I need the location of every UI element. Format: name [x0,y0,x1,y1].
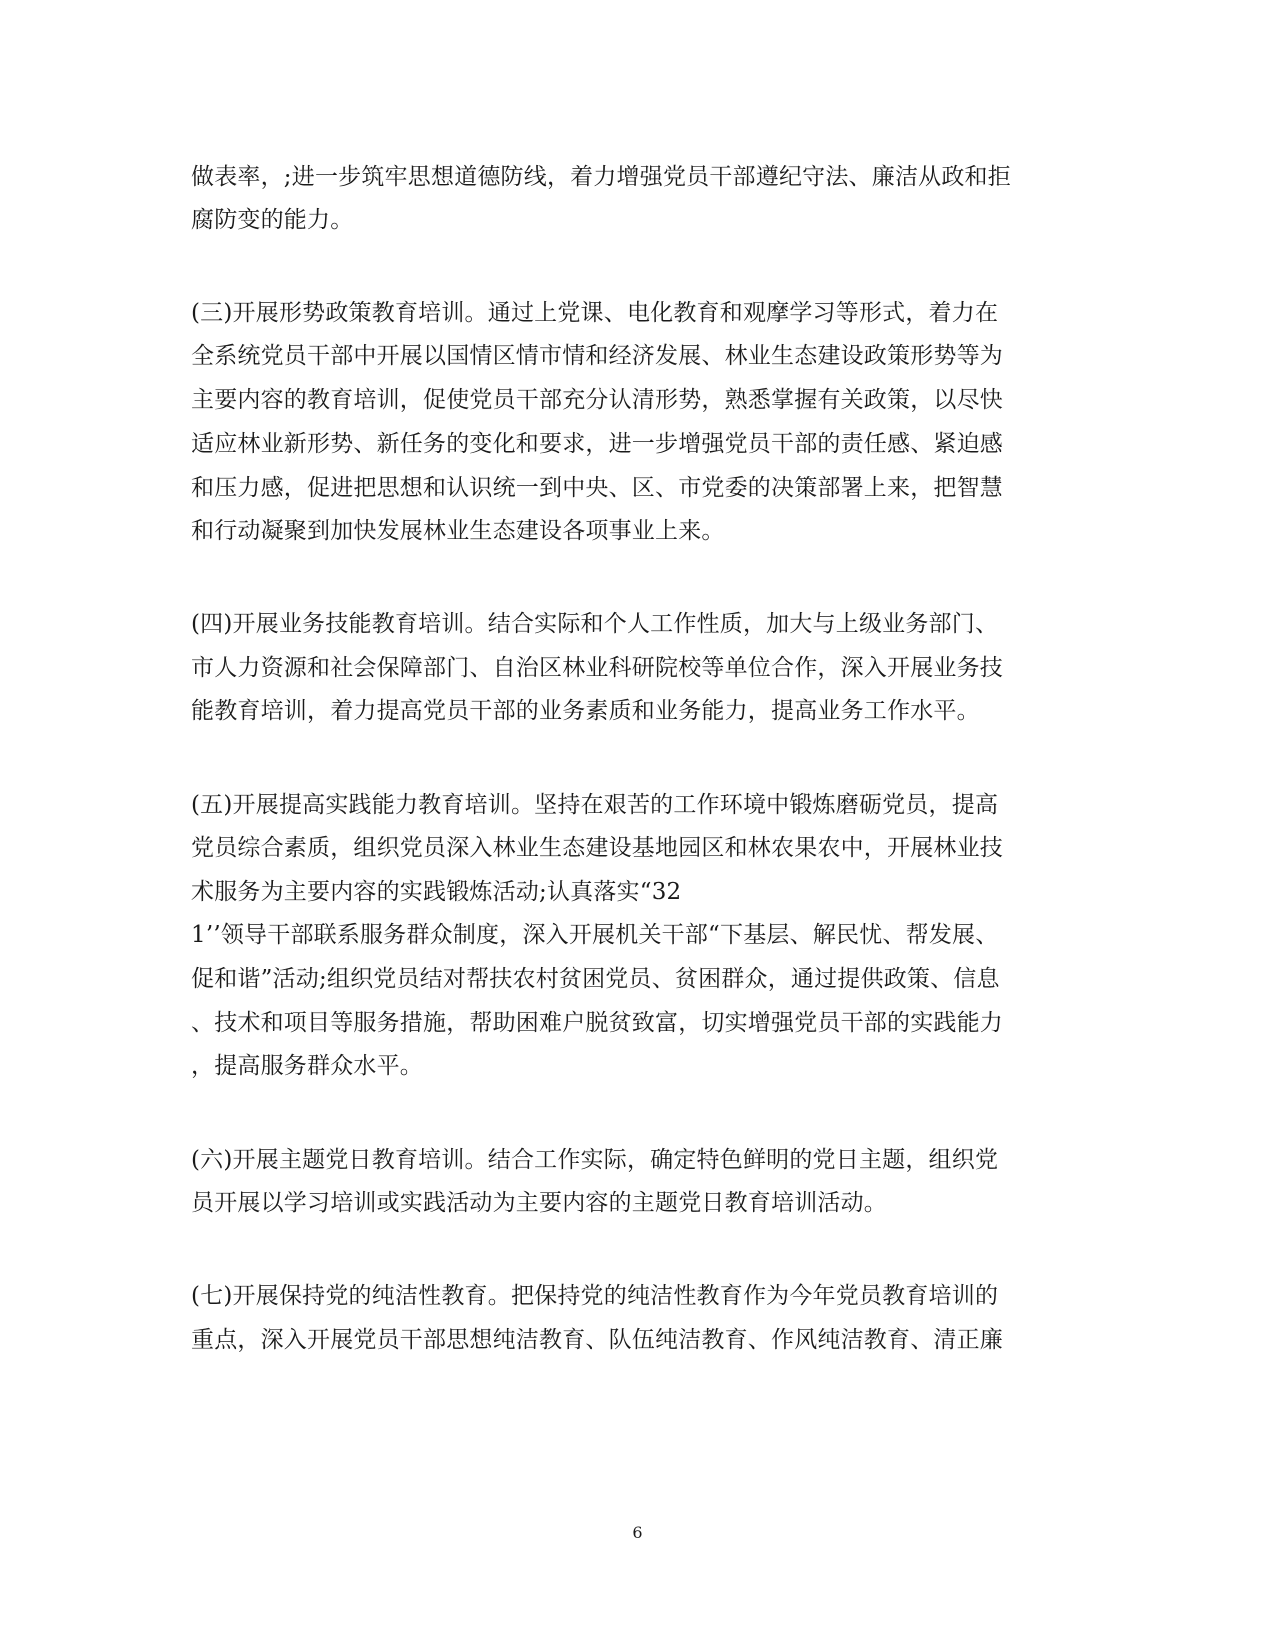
text-line: 党员综合素质，组织党员深入林业生态建设基地园区和林农果农中，开展林业技 [191,835,1003,861]
text-line: 市人力资源和社会保障部门、自治区林业科研院校等单位合作，深入开展业务技 [191,655,1003,681]
text-line: 和行动凝聚到加快发展林业生态建设各项事业上来。 [191,518,725,544]
text-line: 适应林业新形势、新任务的变化和要求，进一步增强党员干部的责任感、紧迫感 [191,431,1003,457]
text-line: 做表率，;进一步筑牢思想道德防线，着力增强党员干部遵纪守法、廉洁从政和拒 [191,164,1011,190]
text-line: 员开展以学习培训或实践活动为主要内容的主题党日教育培训活动。 [191,1190,887,1216]
text-line: 和压力感，促进把思想和认识统一到中央、区、市党委的决策部署上来，把智慧 [191,475,1003,501]
text-line: 、技术和项目等服务措施，帮助困难户脱贫致富，切实增强党员干部的实践能力 [191,1010,1003,1036]
text-line: 能教育培训，着力提高党员干部的业务素质和业务能力，提高业务工作水平。 [191,698,980,724]
text-line: 主要内容的教育培训，促使党员干部充分认清形势，熟悉掌握有关政策，以尽快 [191,387,1003,413]
text-line: 1’’领导干部联系服务群众制度，深入开展机关干部“下基层、解民忧、帮发展、 [191,922,999,948]
text-line: (三)开展形势政策教育培训。通过上党课、电化教育和观摩学习等形式，着力在 [191,300,999,326]
text-line: (四)开展业务技能教育培训。结合实际和个人工作性质，加大与上级业务部门、 [191,611,999,637]
text-line: (七)开展保持党的纯洁性教育。把保持党的纯洁性教育作为今年党员教育培训的 [191,1283,999,1309]
text-line: 促和谐”活动;组织党员结对帮扶农村贫困党员、贫困群众，通过提供政策、信息 [191,966,1000,992]
text-line: 重点，深入开展党员干部思想纯洁教育、队伍纯洁教育、作风纯洁教育、清正廉 [191,1327,1003,1353]
text-line: 腐防变的能力。 [191,207,354,233]
text-line: (六)开展主题党日教育培训。结合工作实际，确定特色鲜明的党日主题，组织党 [191,1147,999,1173]
text-line: (五)开展提高实践能力教育培训。坚持在艰苦的工作环境中锻炼磨砺党员，提高 [191,792,999,818]
text-line: 全系统党员干部中开展以国情区情市情和经济发展、林业生态建设政策形势等为 [191,343,1003,369]
page-number: 6 [632,1523,643,1542]
text-line: ，提高服务群众水平。 [191,1053,423,1079]
text-line: 术服务为主要内容的实践锻炼活动;认真落实“32 [191,879,682,905]
